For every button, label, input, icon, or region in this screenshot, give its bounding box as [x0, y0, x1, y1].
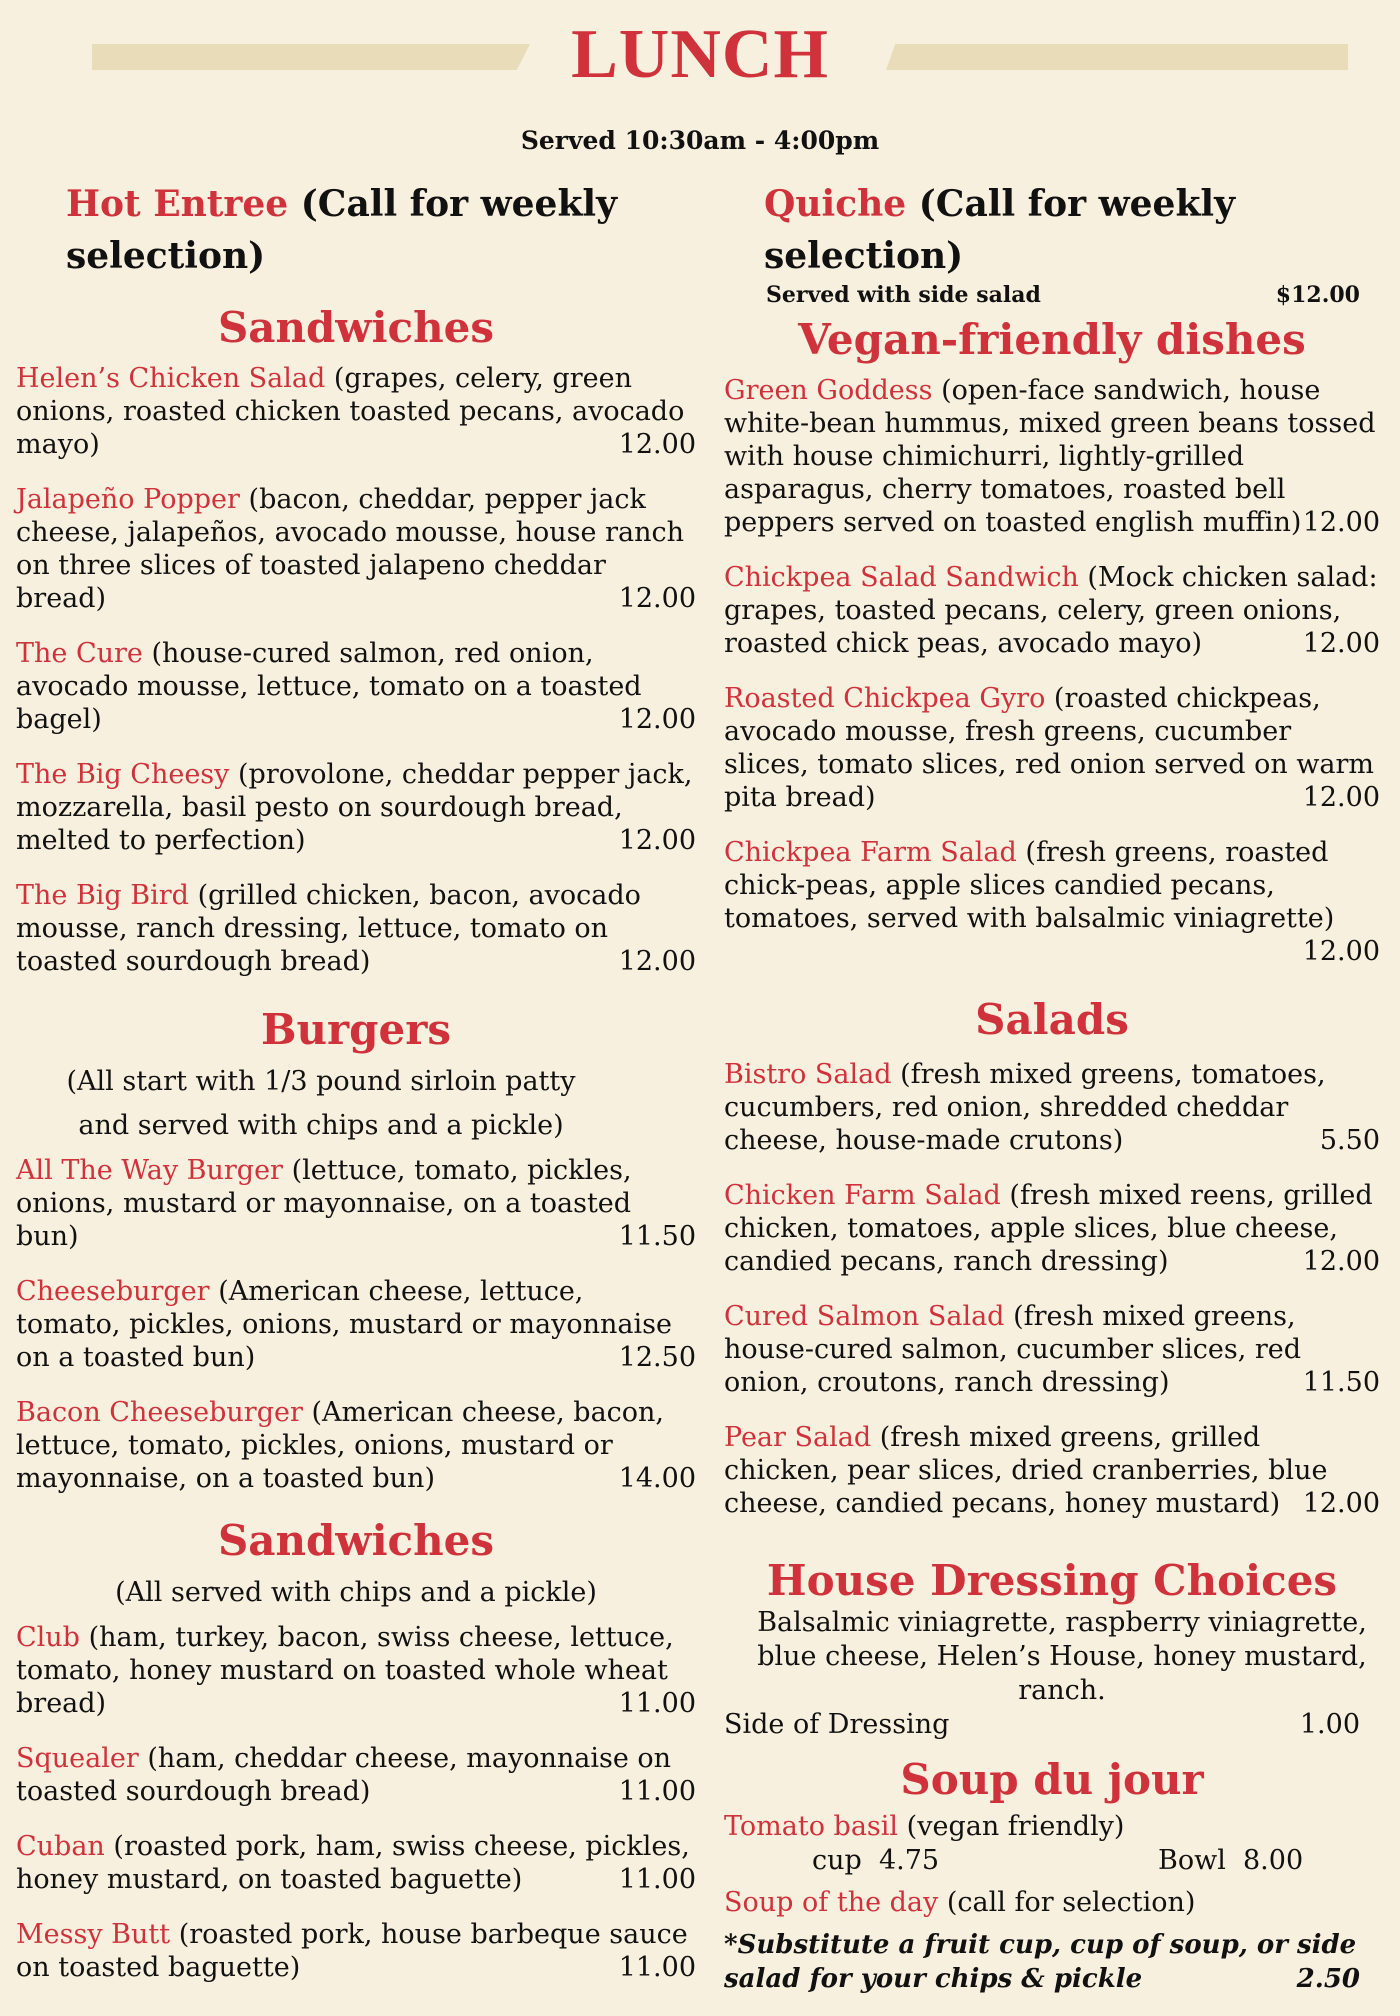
menu-header [0, 10, 1400, 110]
menu-item [724, 1300, 1380, 1399]
menu-item-description: (bacon, cheddar, pepper jack cheese, jalapeños, avocado mousse, house ranch on three slices of toasted jalapeno cheddar bread) [16, 484, 684, 614]
menu-item-price: 12.00 [1302, 628, 1380, 659]
menu-item-price: 12.00 [618, 825, 696, 856]
menu-item-description: (American cheese, bacon, lettuce, tomato, pickles, onions, mustard or mayonnaise, on a toasted bun) [16, 1397, 665, 1494]
menu-item-description: (roasted pork, house barbeque sauce on toasted baguette) [16, 1919, 688, 1983]
sandwiches-note: (All served with chips and a pickle) [115, 1577, 597, 1608]
menu-item-price: 11.00 [618, 1776, 696, 1807]
hot-entree-note: (Call for weekly selection) [66, 183, 617, 277]
menu-item-description: (Mock chicken salad: grapes, toasted pecans, celery, green onions, roasted chick peas, avocado mayo) [724, 562, 1378, 659]
menu-item-price: 12.00 [1302, 1488, 1380, 1519]
menu-item [16, 1621, 696, 1720]
quiche-note: (Call for weekly selection) [764, 183, 1235, 277]
menu-item-price: 12.00 [618, 704, 696, 735]
side-dressing-label: Side of Dressing [724, 1709, 950, 1740]
menu-item [16, 758, 696, 857]
menu-item-name: Bacon Cheeseburger [16, 1397, 303, 1428]
menu-item [16, 1830, 696, 1896]
vegan-title: Vegan-friendly dishes [798, 315, 1306, 364]
menu-item-price: 12.00 [618, 946, 696, 977]
quiche [764, 178, 1380, 282]
menu-item-name: Chicken Farm Salad [724, 1180, 1001, 1211]
sandwiches-list [16, 1621, 696, 1984]
menu-item [16, 362, 696, 461]
menu-item-price: 12.00 [1302, 507, 1380, 538]
menu-item-description: (roasted pork, ham, swiss cheese, pickles, honey mustard, on toasted baguette) [16, 1831, 690, 1895]
burgers-list [16, 1154, 696, 1495]
burgers-note: (All start with 1/3 pound sirloin patty and served with chips and a pickle) [66, 1066, 576, 1141]
menu-item-description: (house-cured salmon, red onion, avocado mousse, lettuce, tomato on a toasted bagel) [16, 638, 642, 735]
menu-item-price: 12.50 [618, 1342, 696, 1373]
menu-title: LUNCH [571, 16, 829, 93]
menu-item-name: The Big Cheesy [16, 759, 230, 790]
menu-item [16, 1396, 696, 1495]
menu-item-description: (ham, turkey, bacon, swiss cheese, lettuce, tomato, honey mustard on toasted whole wheat bread) [16, 1622, 674, 1719]
dressing-list: Balsalmic viniagrette, raspberry viniagrette, blue cheese, Helen’s House, honey mustard, ranch. [757, 1607, 1367, 1706]
menu-item-price: 11.00 [618, 1952, 696, 1983]
salads-list [724, 1058, 1380, 1520]
dressing-title: House Dressing Choices [766, 1556, 1338, 1605]
menu-item-price: 12.00 [1302, 1246, 1380, 1277]
menu-item [724, 561, 1380, 660]
menu-item [16, 1918, 696, 1984]
menu-item-name: Green Goddess [724, 375, 933, 406]
sandwiches-title: Sandwiches [217, 303, 495, 352]
soup-of-day-note: (call for selection) [946, 1887, 1196, 1918]
menu-item-description: (lettuce, tomato, pickles, onions, mustard or mayonnaise, on a toasted bun) [16, 1155, 632, 1252]
menu-item [16, 1154, 696, 1253]
menu-item-name: Squealer [16, 1743, 139, 1774]
soup-of-day-row [724, 1886, 1380, 1920]
tomato-basil-note: (vegan friendly) [906, 1811, 1125, 1842]
quiche-name: Quiche [764, 183, 907, 225]
menu-item-name: Roasted Chickpea Gyro [724, 683, 1046, 714]
menu-item-description: (provolone, cheddar pepper jack, mozzarella, basil pesto on sourdough bread, melted to perfection) [16, 759, 693, 856]
menu-item-description: (grapes, celery, green onions, roasted chicken toasted pecans, avocado mayo) [16, 363, 685, 460]
substitute-note [724, 1928, 1380, 1996]
menu-item-price: 12.00 [1302, 936, 1380, 967]
menu-item-description: (fresh greens, roasted chick-peas, apple slices candied pecans, tomatoes, served with balsalmic viniagrette) [724, 837, 1335, 934]
quiche-sub [766, 282, 1380, 308]
menu-item-name: Club [16, 1622, 80, 1653]
sandwiches-list [16, 362, 696, 978]
quiche-sub-text: Served with side salad [766, 282, 1041, 308]
menu-item [16, 1275, 696, 1374]
menu-item [724, 374, 1380, 539]
quiche-price: $12.00 [1275, 282, 1360, 308]
menu-item-name: Helen’s Chicken Salad [16, 363, 326, 394]
soup-sizes-row [724, 1844, 1380, 1878]
menu-item [16, 1742, 696, 1808]
menu-item-name: Bistro Salad [724, 1059, 892, 1090]
menu-item-price: 12.00 [1302, 782, 1380, 813]
menu-item-name: Chickpea Salad Sandwich [724, 562, 1079, 593]
menu-item-price: 14.00 [618, 1463, 696, 1494]
menu-item-description: (fresh mixed greens, grilled chicken, pear slices, dried cranberries, blue cheese, candied pecans, honey mustard) [724, 1422, 1328, 1519]
right-column [724, 178, 1380, 1996]
menu-item-price: 12.00 [618, 583, 696, 614]
menu-item-price: 11.00 [618, 1864, 696, 1895]
menu-item-name: Cuban [16, 1831, 105, 1862]
menu-item [16, 637, 696, 736]
menu-item-name: Cheeseburger [16, 1276, 210, 1307]
served-hours: Served 10:30am - 4:00pm [520, 126, 880, 155]
menu-item-price: 11.00 [618, 1688, 696, 1719]
menu-item-description: (fresh mixed greens, house-cured salmon, cucumber slices, red onion, croutons, ranch dressing) [724, 1301, 1302, 1398]
menu-item-description: (American cheese, lettuce, tomato, pickles, onions, mustard or mayonnaise on a toasted bun) [16, 1276, 672, 1373]
menu-item-description: (ham, cheddar cheese, mayonnaise on toasted sourdough bread) [16, 1743, 672, 1807]
menu-item-name: Chickpea Farm Salad [724, 837, 1017, 868]
menu-item-price: 11.50 [618, 1221, 696, 1252]
menu-item [16, 879, 696, 978]
menu-item-price: 5.50 [1319, 1125, 1380, 1156]
menu-item-name: All The Way Burger [16, 1155, 283, 1186]
menu-item [16, 483, 696, 615]
menu-item-price: 11.50 [1302, 1367, 1380, 1398]
menu-item-price: 12.00 [618, 429, 696, 460]
burgers-title: Burgers [260, 1005, 452, 1054]
menu-item-name: Cured Salmon Salad [724, 1301, 1005, 1332]
left-column [16, 178, 696, 2006]
menu-item-name: Jalapeño Popper [16, 484, 240, 515]
substitute-price: 2.50 [1296, 1964, 1360, 1994]
side-dressing-row [724, 1708, 1380, 1742]
menu-item [724, 1179, 1380, 1278]
menu-item-description: (grilled chicken, bacon, avocado mousse, ranch dressing, lettuce, tomato on toasted sourdough bread) [16, 880, 641, 977]
soup-title: Soup du jour [900, 1755, 1204, 1804]
menu-item-description: (fresh mixed greens, tomatoes, cucumbers, red onion, shredded cheddar cheese, house-made crutons) [724, 1059, 1326, 1156]
soup-bowl-price: Bowl 8.00 [1158, 1845, 1304, 1876]
soup-of-day-name: Soup of the day [724, 1887, 939, 1918]
salads-title: Salads [975, 995, 1129, 1044]
tomato-basil-row [724, 1810, 1380, 1844]
menu-item-description: (open-face sandwich, house white-bean hummus, mixed green beans tossed with house chimichurri, lightly-grilled asparagus, cherry tomatoes, roasted bell peppers served on toasted english muffin) [724, 375, 1376, 538]
sandwiches-title: Sandwiches [217, 1516, 495, 1565]
substitute-text: *Substitute a fruit cup, cup of soup, or side salad for your chips & pickle [724, 1930, 1357, 1994]
menu-item [724, 1058, 1380, 1157]
menu-item [724, 836, 1380, 968]
menu-item-name: Pear Salad [724, 1422, 872, 1453]
menu-item-name: The Cure [16, 638, 143, 669]
hot-entree [66, 178, 696, 282]
menu-item-description: (roasted chickpeas, avocado mousse, fresh greens, cucumber slices, tomato slices, red onion served on warm pita bread) [724, 683, 1375, 813]
vegan-list [724, 374, 1380, 968]
hot-entree-name: Hot Entree [66, 183, 289, 225]
soup-cup-price: cup 4.75 [812, 1845, 940, 1876]
tomato-basil-name: Tomato basil [724, 1811, 899, 1842]
menu-item [724, 1421, 1380, 1520]
menu-item [724, 682, 1380, 814]
menu-item-description: (fresh mixed reens, grilled chicken, tomatoes, apple slices, blue cheese, candied pecans, ranch dressing) [724, 1180, 1373, 1277]
menu-item-name: The Big Bird [16, 880, 189, 911]
menu-item-name: Messy Butt [16, 1919, 171, 1950]
side-dressing-price: 1.00 [1299, 1709, 1360, 1740]
